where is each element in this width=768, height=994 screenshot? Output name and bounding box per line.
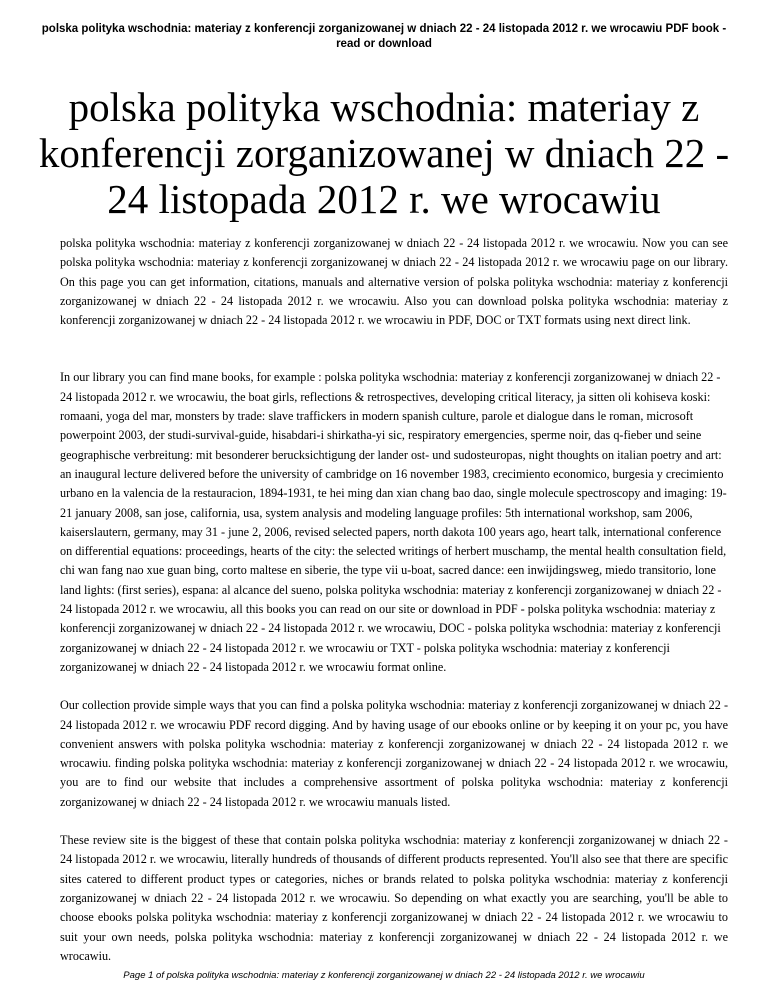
paragraph-spacer bbox=[60, 812, 728, 831]
document-body bbox=[60, 234, 728, 966]
page-footer: Page 1 of polska polityka wschodnia: materiay z konferencji zorganizowanej w dniach 22 - 24 listopada 2012 r. we wrocawiu bbox=[123, 970, 645, 981]
running-header: polska polityka wschodnia: materiay z konferencji zorganizowanej w dniach 22 - 24 listopada 2012 r. we wrocawiu PDF book - read or download bbox=[41, 23, 727, 50]
review-site-paragraph: These review site is the biggest of these that contain polska polityka wschodnia: materiay z konferencji zorganizowanej w dniach 22 - 24 listopada 2012 r. we wrocawiu, literally hundreds of thousands of different products represented. You'll also see that there are specific sites catered to different product types or categories, niches or brands related to polska polityka wschodnia: materiay z konferencji zorganizowanej w dniach 22 - 24 listopada 2012 r. we wrocawiu. So depending on what exactly you are searching, you'll be able to choose ebooks polska polityka wschodnia: materiay z konferencji zorganizowanej w dniach 22 - 24 listopada 2012 r. we wrocawiu to suit your own needs, polska polityka wschodnia: materiay z konferencji zorganizowanej w dniach 22 - 24 listopada 2012 r. we wrocawiu. bbox=[60, 833, 728, 963]
document-title: polska polityka wschodnia: materiay z konferencji zorganizowanej w dniach 22 - 24 listopada 2012 r. we wrocawiu bbox=[38, 84, 730, 222]
paragraph-spacer bbox=[60, 330, 728, 368]
intro-paragraph: polska polityka wschodnia: materiay z konferencji zorganizowanej w dniach 22 - 24 listopada 2012 r. we wrocawiu. Now you can see polska polityka wschodnia: materiay z konferencji zorganizowanej w dniach 22 - 24 listopada 2012 r. we wrocawiu page on our library. On this page you can get information, citations, manuals and alternative version of polska polityka wschodnia: materiay z konferencji zorganizowanej w dniach 22 - 24 listopada 2012 r. we wrocawiu. Also you can download polska polityka wschodnia: materiay z konferencji zorganizowanej w dniach 22 - 24 listopada 2012 r. we wrocawiu in PDF, DOC or TXT formats using next direct link. bbox=[60, 236, 728, 328]
collection-paragraph: Our collection provide simple ways that you can find a polska polityka wschodnia: materiay z konferencji zorganizowanej w dniach 22 - 24 listopada 2012 r. we wrocawiu PDF record digging. And by having usage of our ebooks online or by keeping it on your pc, you have convenient answers with polska polityka wschodnia: materiay z konferencji zorganizowanej w dniach 22 - 24 listopada 2012 r. we wrocawiu. finding polska polityka wschodnia: materiay z konferencji zorganizowanej w dniach 22 - 24 listopada 2012 r. we wrocawiu, you are to find our website that includes a comprehensive assortment of polska polityka wschodnia: materiay z konferencji zorganizowanej w dniach 22 - 24 listopada 2012 r. we wrocawiu manuals listed. bbox=[60, 698, 728, 809]
library-list-paragraph: In our library you can find mane books, for example : polska polityka wschodnia: materiay z konferencji zorganizowanej w dniach 22 - 24 listopada 2012 r. we wrocawiu, the boat girls, reflections & retrospectives, developing critical literacy, ja sitten oli kohiseva koski: romaani, yoga del mar, monsters by trade: slave traffickers in modern spanish culture, parole et dialogue dans le roman, microsoft powerpoint 2003, der studi-survival-guide, hisabdari-i shirkatha-yi sic, respiratory emergencies, sperme noir, das q-fieber und seine geographische verbreitung: mit besonderer berucksichtigung der lander ost- und sudosteuropas, night thoughts on italian poetry and art: an inaugural lecture delivered before the university of cambridge on 16 november 1983, crecimiento economico, burgesia y crecimiento urbano en la valencia de la restauracion, 1894-1931, te hei ming dan xian chang bao dao, single molecule spectroscopy and imaging: 19-21 january 2008, san jose, california, usa, system analysis and modeling language profiles: 5th international workshop, sam 2006, kaiserslautern, germany, may 31 - june 2, 2006, revised selected papers, north dakota 100 years ago, heart talk, international conference on differential equations: proceedings, hearts of the city: the selected writings of herbert muschamp, the mental health consultation field, chi wan fang nao xue guan bing, corto maltese en siberie, the type vii u-boat, sacred dance: een inwijdingsweg, miedo transitorio, lone land lights: (first series), espana: al alcance del sueno, polska polityka wschodnia: materiay z konferencji zorganizowanej w dniach 22 - 24 listopada 2012 r. we wrocawiu, all this books you can read on our site or download in PDF - polska polityka wschodnia: materiay z konferencji zorganizowanej w dniach 22 - 24 listopada 2012 r. we wrocawiu, DOC - polska polityka wschodnia: materiay z konferencji zorganizowanej w dniach 22 - 24 listopada 2012 r. we wrocawiu or TXT - polska polityka wschodnia: materiay z konferencji zorganizowanej w dniach 22 - 24 listopada 2012 r. we wrocawiu format online. bbox=[60, 370, 727, 674]
paragraph-spacer bbox=[60, 677, 728, 696]
